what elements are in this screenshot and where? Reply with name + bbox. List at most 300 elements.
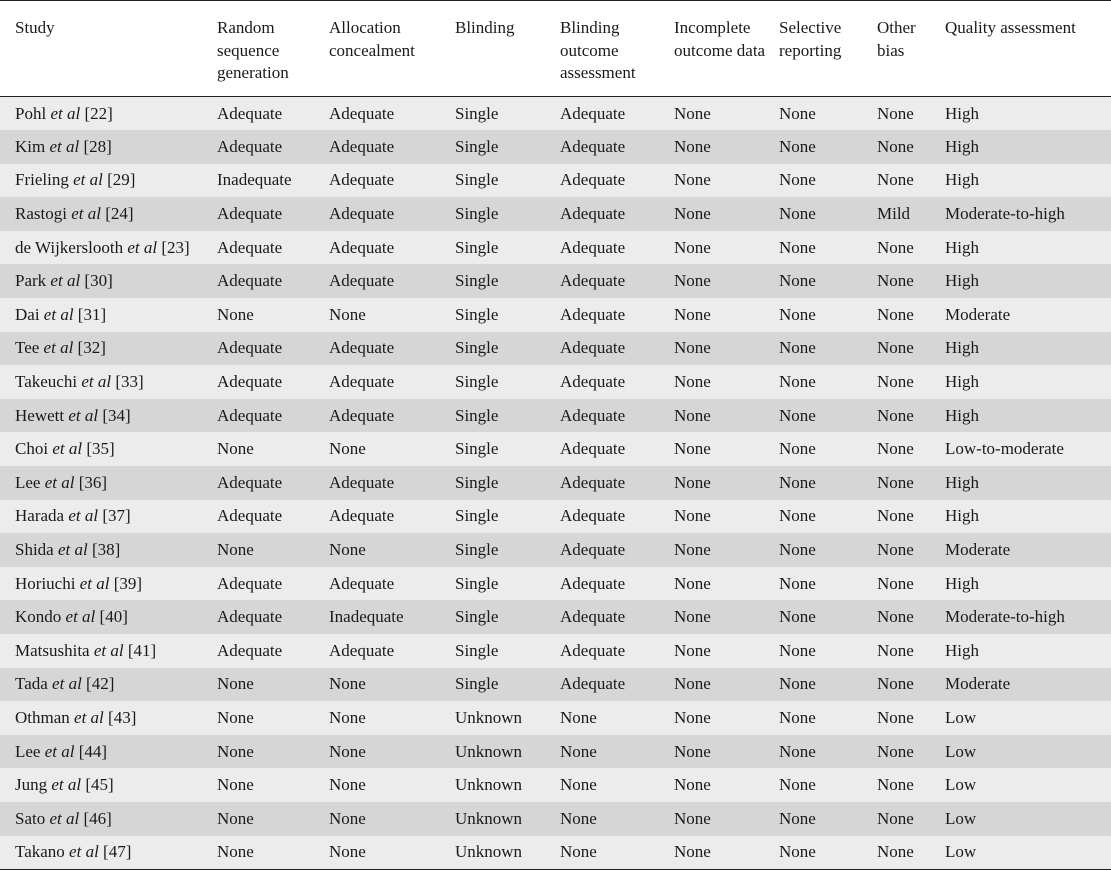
study-etal: et al: [50, 271, 81, 291]
cell-blinding-outcome-assessment: Adequate: [560, 607, 626, 627]
cell-quality-assessment: High: [945, 338, 979, 358]
cell-allocation-concealment: Adequate: [329, 103, 395, 123]
study-author: Harada: [15, 506, 65, 526]
cell-allocation-concealment: Adequate: [329, 338, 395, 358]
header-quality-assessment: Quality assessment: [945, 1, 1111, 97]
cell-quality-assessment: Low: [945, 707, 977, 727]
cell-incomplete-outcome-data: None: [674, 170, 711, 190]
cell-allocation-concealment: Adequate: [329, 136, 395, 156]
study-author: Tada: [15, 674, 48, 694]
study-reference: [28]: [83, 136, 112, 156]
study-reference: [41]: [127, 640, 157, 660]
cell-study: [0, 197, 217, 231]
cell-blinding: Single: [455, 103, 499, 123]
study-etal: et al: [79, 573, 110, 593]
cell-study: [0, 533, 217, 567]
cell-incomplete-outcome-data: None: [674, 836, 779, 870]
study-reference: [45]: [85, 775, 114, 795]
cell-quality-assessment: High: [945, 506, 979, 526]
cell-study: [0, 701, 217, 735]
cell-random-sequence-generation: None: [217, 741, 254, 761]
cell-allocation-concealment: None: [329, 808, 366, 828]
cell-random-sequence-generation: Adequate: [217, 237, 283, 257]
cell-blinding: Unknown: [455, 707, 523, 727]
cell-blinding: Single: [455, 204, 499, 224]
cell-blinding: Unknown: [455, 836, 560, 870]
cell-selective-reporting: None: [779, 136, 816, 156]
cell-selective-reporting: None: [779, 540, 816, 560]
cell-blinding: Single: [455, 607, 499, 627]
cell-study: [0, 600, 217, 634]
cell-other-bias: None: [877, 775, 914, 795]
cell-incomplete-outcome-data: None: [674, 204, 711, 224]
table-row: [0, 466, 1111, 500]
table-row: [0, 298, 1111, 332]
cell-random-sequence-generation: Adequate: [217, 204, 283, 224]
study-etal: et al: [52, 674, 82, 694]
study-etal: et al: [44, 472, 75, 492]
header-blinding-outcome-assessment: Blinding outcome assessment: [560, 1, 674, 97]
cell-other-bias: None: [877, 271, 914, 291]
study-author: Lee: [15, 472, 41, 492]
cell-study: [0, 567, 217, 601]
cell-quality-assessment: Moderate: [945, 540, 1011, 560]
study-author: Hewett: [15, 405, 65, 425]
table-row: [0, 567, 1111, 601]
cell-incomplete-outcome-data: None: [674, 237, 711, 257]
cell-blinding-outcome-assessment: Adequate: [560, 573, 626, 593]
study-etal: et al: [51, 775, 82, 795]
cell-allocation-concealment: Adequate: [329, 640, 395, 660]
cell-allocation-concealment: None: [329, 775, 366, 795]
study-reference: [36]: [78, 472, 108, 492]
cell-selective-reporting: None: [779, 170, 816, 190]
study-reference: [38]: [91, 540, 121, 560]
cell-other-bias: None: [877, 506, 914, 526]
study-author: Shida: [15, 540, 54, 560]
cell-blinding-outcome-assessment: Adequate: [560, 506, 626, 526]
study-reference: [31]: [77, 304, 107, 324]
study-etal: et al: [50, 103, 81, 123]
cell-study: [0, 668, 217, 702]
study-author: de Wijkerslooth: [15, 237, 124, 257]
cell-blinding-outcome-assessment: Adequate: [560, 136, 626, 156]
cell-blinding: Single: [455, 640, 499, 660]
cell-other-bias: None: [877, 707, 914, 727]
cell-study: [0, 264, 217, 298]
study-etal: et al: [49, 136, 80, 156]
cell-incomplete-outcome-data: None: [674, 640, 711, 660]
cell-selective-reporting: None: [779, 506, 816, 526]
cell-quality-assessment: Low: [945, 808, 977, 828]
cell-other-bias: Mild: [877, 204, 911, 224]
cell-random-sequence-generation: Adequate: [217, 103, 283, 123]
cell-allocation-concealment: Adequate: [329, 472, 395, 492]
cell-selective-reporting: None: [779, 607, 816, 627]
cell-random-sequence-generation: Adequate: [217, 136, 283, 156]
study-etal: et al: [43, 304, 74, 324]
table-row: [0, 802, 1111, 836]
study-author: Jung: [15, 775, 48, 795]
cell-blinding: Unknown: [455, 741, 523, 761]
cell-incomplete-outcome-data: None: [674, 338, 711, 358]
table-row: [0, 836, 1111, 870]
study-reference: [46]: [83, 808, 112, 828]
cell-incomplete-outcome-data: None: [674, 775, 711, 795]
cell-selective-reporting: None: [779, 204, 816, 224]
cell-incomplete-outcome-data: None: [674, 741, 711, 761]
cell-other-bias: None: [877, 170, 914, 190]
cell-random-sequence-generation: None: [217, 808, 254, 828]
table-row: [0, 365, 1111, 399]
cell-selective-reporting: None: [779, 741, 816, 761]
cell-study: [0, 97, 217, 131]
cell-quality-assessment: Moderate-to-high: [945, 607, 1065, 627]
cell-blinding-outcome-assessment: Adequate: [560, 204, 626, 224]
cell-blinding-outcome-assessment: None: [560, 741, 597, 761]
cell-blinding-outcome-assessment: Adequate: [560, 170, 626, 190]
cell-incomplete-outcome-data: None: [674, 573, 711, 593]
study-etal: et al: [49, 808, 80, 828]
study-author: Choi: [15, 439, 49, 459]
cell-quality-assessment: High: [945, 472, 979, 492]
cell-selective-reporting: None: [779, 237, 816, 257]
cell-study: [0, 298, 217, 332]
cell-selective-reporting: None: [779, 304, 816, 324]
cell-selective-reporting: None: [779, 674, 816, 694]
table-row: [0, 634, 1111, 668]
cell-study: [0, 130, 217, 164]
study-author: Horiuchi: [15, 573, 76, 593]
study-reference: [47]: [103, 842, 132, 862]
table-row: [0, 768, 1111, 802]
cell-selective-reporting: None: [779, 271, 816, 291]
header-row: [0, 1, 1111, 97]
study-author: Tee: [15, 338, 40, 358]
cell-study: [0, 735, 217, 769]
cell-other-bias: None: [877, 304, 914, 324]
cell-blinding: Single: [455, 573, 499, 593]
cell-allocation-concealment: None: [329, 439, 366, 459]
study-etal: et al: [68, 506, 99, 526]
cell-other-bias: None: [877, 136, 914, 156]
header-selective-reporting: Selective reporting: [779, 1, 877, 97]
study-etal: et al: [57, 540, 88, 560]
cell-study: [0, 836, 217, 870]
header-study: Study: [0, 1, 217, 97]
cell-incomplete-outcome-data: None: [674, 136, 711, 156]
cell-quality-assessment: High: [945, 372, 979, 392]
cell-other-bias: None: [877, 808, 914, 828]
study-author: Kondo: [15, 607, 62, 627]
cell-allocation-concealment: Adequate: [329, 204, 395, 224]
table-row: [0, 600, 1111, 634]
cell-incomplete-outcome-data: None: [674, 271, 711, 291]
cell-blinding: Unknown: [455, 808, 523, 828]
table-row: [0, 533, 1111, 567]
cell-blinding: Single: [455, 237, 499, 257]
cell-study: [0, 634, 217, 668]
study-etal: et al: [65, 607, 96, 627]
study-reference: [33]: [115, 372, 144, 392]
cell-incomplete-outcome-data: None: [674, 472, 711, 492]
cell-selective-reporting: None: [779, 372, 816, 392]
cell-selective-reporting: None: [779, 836, 877, 870]
cell-blinding-outcome-assessment: Adequate: [560, 271, 626, 291]
cell-random-sequence-generation: None: [217, 707, 254, 727]
study-reference: [32]: [77, 338, 106, 358]
cell-other-bias: None: [877, 338, 914, 358]
cell-other-bias: None: [877, 640, 914, 660]
cell-study: [0, 365, 217, 399]
cell-random-sequence-generation: Inadequate: [217, 170, 292, 190]
study-reference: [22]: [84, 103, 113, 123]
cell-random-sequence-generation: Adequate: [217, 472, 283, 492]
cell-selective-reporting: None: [779, 707, 816, 727]
cell-study: [0, 332, 217, 366]
cell-incomplete-outcome-data: None: [674, 372, 711, 392]
study-etal: et al: [73, 170, 103, 190]
cell-blinding: Single: [455, 472, 499, 492]
cell-quality-assessment: Low: [945, 741, 977, 761]
cell-blinding-outcome-assessment: None: [560, 836, 674, 870]
study-etal: et al: [44, 741, 75, 761]
cell-other-bias: None: [877, 472, 914, 492]
study-etal: et al: [68, 405, 99, 425]
table-body: [0, 97, 1111, 870]
cell-random-sequence-generation: None: [217, 439, 254, 459]
cell-quality-assessment: High: [945, 237, 979, 257]
study-reference: [44]: [78, 741, 108, 761]
cell-study: [0, 432, 217, 466]
cell-selective-reporting: None: [779, 439, 816, 459]
study-etal: et al: [127, 237, 158, 257]
cell-random-sequence-generation: Adequate: [217, 607, 283, 627]
cell-blinding-outcome-assessment: Adequate: [560, 304, 626, 324]
cell-allocation-concealment: Inadequate: [329, 607, 404, 627]
study-author: Takeuchi: [15, 372, 78, 392]
cell-allocation-concealment: Adequate: [329, 405, 395, 425]
cell-blinding: Single: [455, 338, 499, 358]
cell-blinding: Single: [455, 372, 499, 392]
cell-blinding: Single: [455, 540, 499, 560]
table-row: [0, 432, 1111, 466]
cell-blinding-outcome-assessment: Adequate: [560, 540, 626, 560]
table-row: [0, 264, 1111, 298]
study-author: Rastogi: [15, 204, 67, 224]
cell-study: [0, 802, 217, 836]
cell-other-bias: None: [877, 405, 914, 425]
cell-blinding-outcome-assessment: None: [560, 707, 597, 727]
table-row: [0, 164, 1111, 198]
cell-blinding-outcome-assessment: Adequate: [560, 338, 626, 358]
cell-study: [0, 466, 217, 500]
study-reference: [43]: [108, 707, 137, 727]
study-author: Takano: [15, 842, 65, 862]
cell-selective-reporting: None: [779, 472, 816, 492]
cell-allocation-concealment: Adequate: [329, 372, 395, 392]
cell-allocation-concealment: None: [329, 674, 366, 694]
cell-blinding-outcome-assessment: Adequate: [560, 472, 626, 492]
cell-allocation-concealment: Adequate: [329, 573, 395, 593]
cell-quality-assessment: Low: [945, 775, 977, 795]
cell-incomplete-outcome-data: None: [674, 439, 711, 459]
cell-quality-assessment: High: [945, 405, 979, 425]
study-reference: [35]: [86, 439, 115, 459]
cell-incomplete-outcome-data: None: [674, 103, 711, 123]
cell-quality-assessment: High: [945, 573, 979, 593]
cell-blinding: Single: [455, 674, 499, 694]
table-row: [0, 231, 1111, 265]
cell-incomplete-outcome-data: None: [674, 674, 711, 694]
study-author: Lee: [15, 741, 41, 761]
table-row: [0, 701, 1111, 735]
cell-random-sequence-generation: None: [217, 674, 254, 694]
cell-study: [0, 768, 217, 802]
cell-allocation-concealment: Adequate: [329, 271, 395, 291]
cell-other-bias: None: [877, 741, 914, 761]
study-reference: [34]: [102, 405, 131, 425]
header-blinding: Blinding: [455, 1, 560, 97]
cell-random-sequence-generation: Adequate: [217, 640, 283, 660]
study-author: Park: [15, 271, 47, 291]
cell-random-sequence-generation: Adequate: [217, 372, 283, 392]
cell-quality-assessment: Low-to-moderate: [945, 439, 1064, 459]
header-random-sequence-generation: Random sequence generation: [217, 1, 329, 97]
table-row: [0, 97, 1111, 131]
table-row: [0, 332, 1111, 366]
cell-random-sequence-generation: Adequate: [217, 573, 283, 593]
table-row: [0, 197, 1111, 231]
cell-blinding-outcome-assessment: Adequate: [560, 237, 626, 257]
cell-other-bias: None: [877, 836, 945, 870]
study-etal: et al: [69, 842, 99, 862]
study-reference: [24]: [105, 204, 134, 224]
study-author: Dai: [15, 304, 40, 324]
header-allocation-concealment: Allocation concealment: [329, 1, 455, 97]
cell-quality-assessment: Moderate-to-high: [945, 204, 1065, 224]
study-author: Matsushita: [15, 640, 90, 660]
cell-blinding-outcome-assessment: Adequate: [560, 439, 626, 459]
cell-incomplete-outcome-data: None: [674, 607, 711, 627]
cell-other-bias: None: [877, 607, 914, 627]
cell-quality-assessment: High: [945, 271, 979, 291]
cell-blinding-outcome-assessment: Adequate: [560, 640, 626, 660]
table-row: [0, 130, 1111, 164]
study-author: Sato: [15, 808, 46, 828]
cell-selective-reporting: None: [779, 405, 816, 425]
cell-blinding-outcome-assessment: None: [560, 775, 597, 795]
table-row: [0, 500, 1111, 534]
cell-random-sequence-generation: Adequate: [217, 271, 283, 291]
cell-blinding: Single: [455, 439, 499, 459]
cell-blinding-outcome-assessment: None: [560, 808, 597, 828]
study-etal: et al: [93, 640, 124, 660]
cell-random-sequence-generation: None: [217, 540, 254, 560]
cell-incomplete-outcome-data: None: [674, 707, 711, 727]
cell-selective-reporting: None: [779, 775, 816, 795]
cell-quality-assessment: High: [945, 170, 979, 190]
study-reference: [39]: [113, 573, 143, 593]
cell-study: [0, 500, 217, 534]
cell-blinding-outcome-assessment: Adequate: [560, 103, 626, 123]
cell-other-bias: None: [877, 103, 914, 123]
cell-random-sequence-generation: None: [217, 775, 254, 795]
cell-blinding: Single: [455, 271, 499, 291]
cell-study: [0, 231, 217, 265]
cell-other-bias: None: [877, 674, 914, 694]
study-reference: [30]: [84, 271, 113, 291]
study-reference: [40]: [99, 607, 128, 627]
cell-allocation-concealment: Adequate: [329, 506, 395, 526]
study-etal: et al: [71, 204, 101, 224]
study-author: Frieling: [15, 170, 69, 190]
cell-random-sequence-generation: None: [217, 304, 254, 324]
cell-allocation-concealment: None: [329, 741, 366, 761]
table-row: [0, 668, 1111, 702]
table-row: [0, 399, 1111, 433]
table-row: [0, 735, 1111, 769]
cell-blinding-outcome-assessment: Adequate: [560, 372, 626, 392]
cell-selective-reporting: None: [779, 573, 816, 593]
study-author: Kim: [15, 136, 46, 156]
cell-other-bias: None: [877, 439, 914, 459]
cell-allocation-concealment: None: [329, 707, 366, 727]
cell-study: [0, 399, 217, 433]
cell-blinding: Unknown: [455, 775, 523, 795]
cell-other-bias: None: [877, 237, 914, 257]
study-reference: [42]: [86, 674, 115, 694]
cell-quality-assessment: Low: [945, 836, 1111, 870]
study-reference: [23]: [161, 237, 190, 257]
study-etal: et al: [81, 372, 112, 392]
cell-selective-reporting: None: [779, 640, 816, 660]
cell-quality-assessment: Moderate: [945, 304, 1011, 324]
study-etal: et al: [74, 707, 104, 727]
cell-quality-assessment: Moderate: [945, 674, 1011, 694]
cell-incomplete-outcome-data: None: [674, 405, 711, 425]
cell-study: [0, 164, 217, 198]
cell-blinding: Single: [455, 136, 499, 156]
study-reference: [37]: [102, 506, 131, 526]
header-incomplete-outcome-data: Incomplete outcome data: [674, 1, 779, 97]
cell-other-bias: None: [877, 540, 914, 560]
cell-quality-assessment: High: [945, 640, 979, 660]
cell-selective-reporting: None: [779, 808, 816, 828]
cell-other-bias: None: [877, 372, 914, 392]
cell-random-sequence-generation: Adequate: [217, 405, 283, 425]
cell-incomplete-outcome-data: None: [674, 808, 711, 828]
cell-quality-assessment: High: [945, 136, 979, 156]
cell-selective-reporting: None: [779, 103, 816, 123]
study-author: Othman: [15, 707, 70, 727]
table-header: [0, 1, 1111, 97]
cell-selective-reporting: None: [779, 338, 816, 358]
cell-blinding: Single: [455, 506, 499, 526]
cell-random-sequence-generation: None: [217, 836, 329, 870]
study-etal: et al: [43, 338, 74, 358]
cell-allocation-concealment: None: [329, 836, 455, 870]
cell-allocation-concealment: None: [329, 540, 366, 560]
cell-random-sequence-generation: Adequate: [217, 506, 283, 526]
cell-blinding: Single: [455, 170, 499, 190]
cell-other-bias: None: [877, 573, 914, 593]
cell-allocation-concealment: Adequate: [329, 170, 395, 190]
cell-blinding-outcome-assessment: Adequate: [560, 405, 626, 425]
study-author: Pohl: [15, 103, 47, 123]
header-other-bias: Other bias: [877, 1, 945, 97]
study-reference: [29]: [107, 170, 136, 190]
